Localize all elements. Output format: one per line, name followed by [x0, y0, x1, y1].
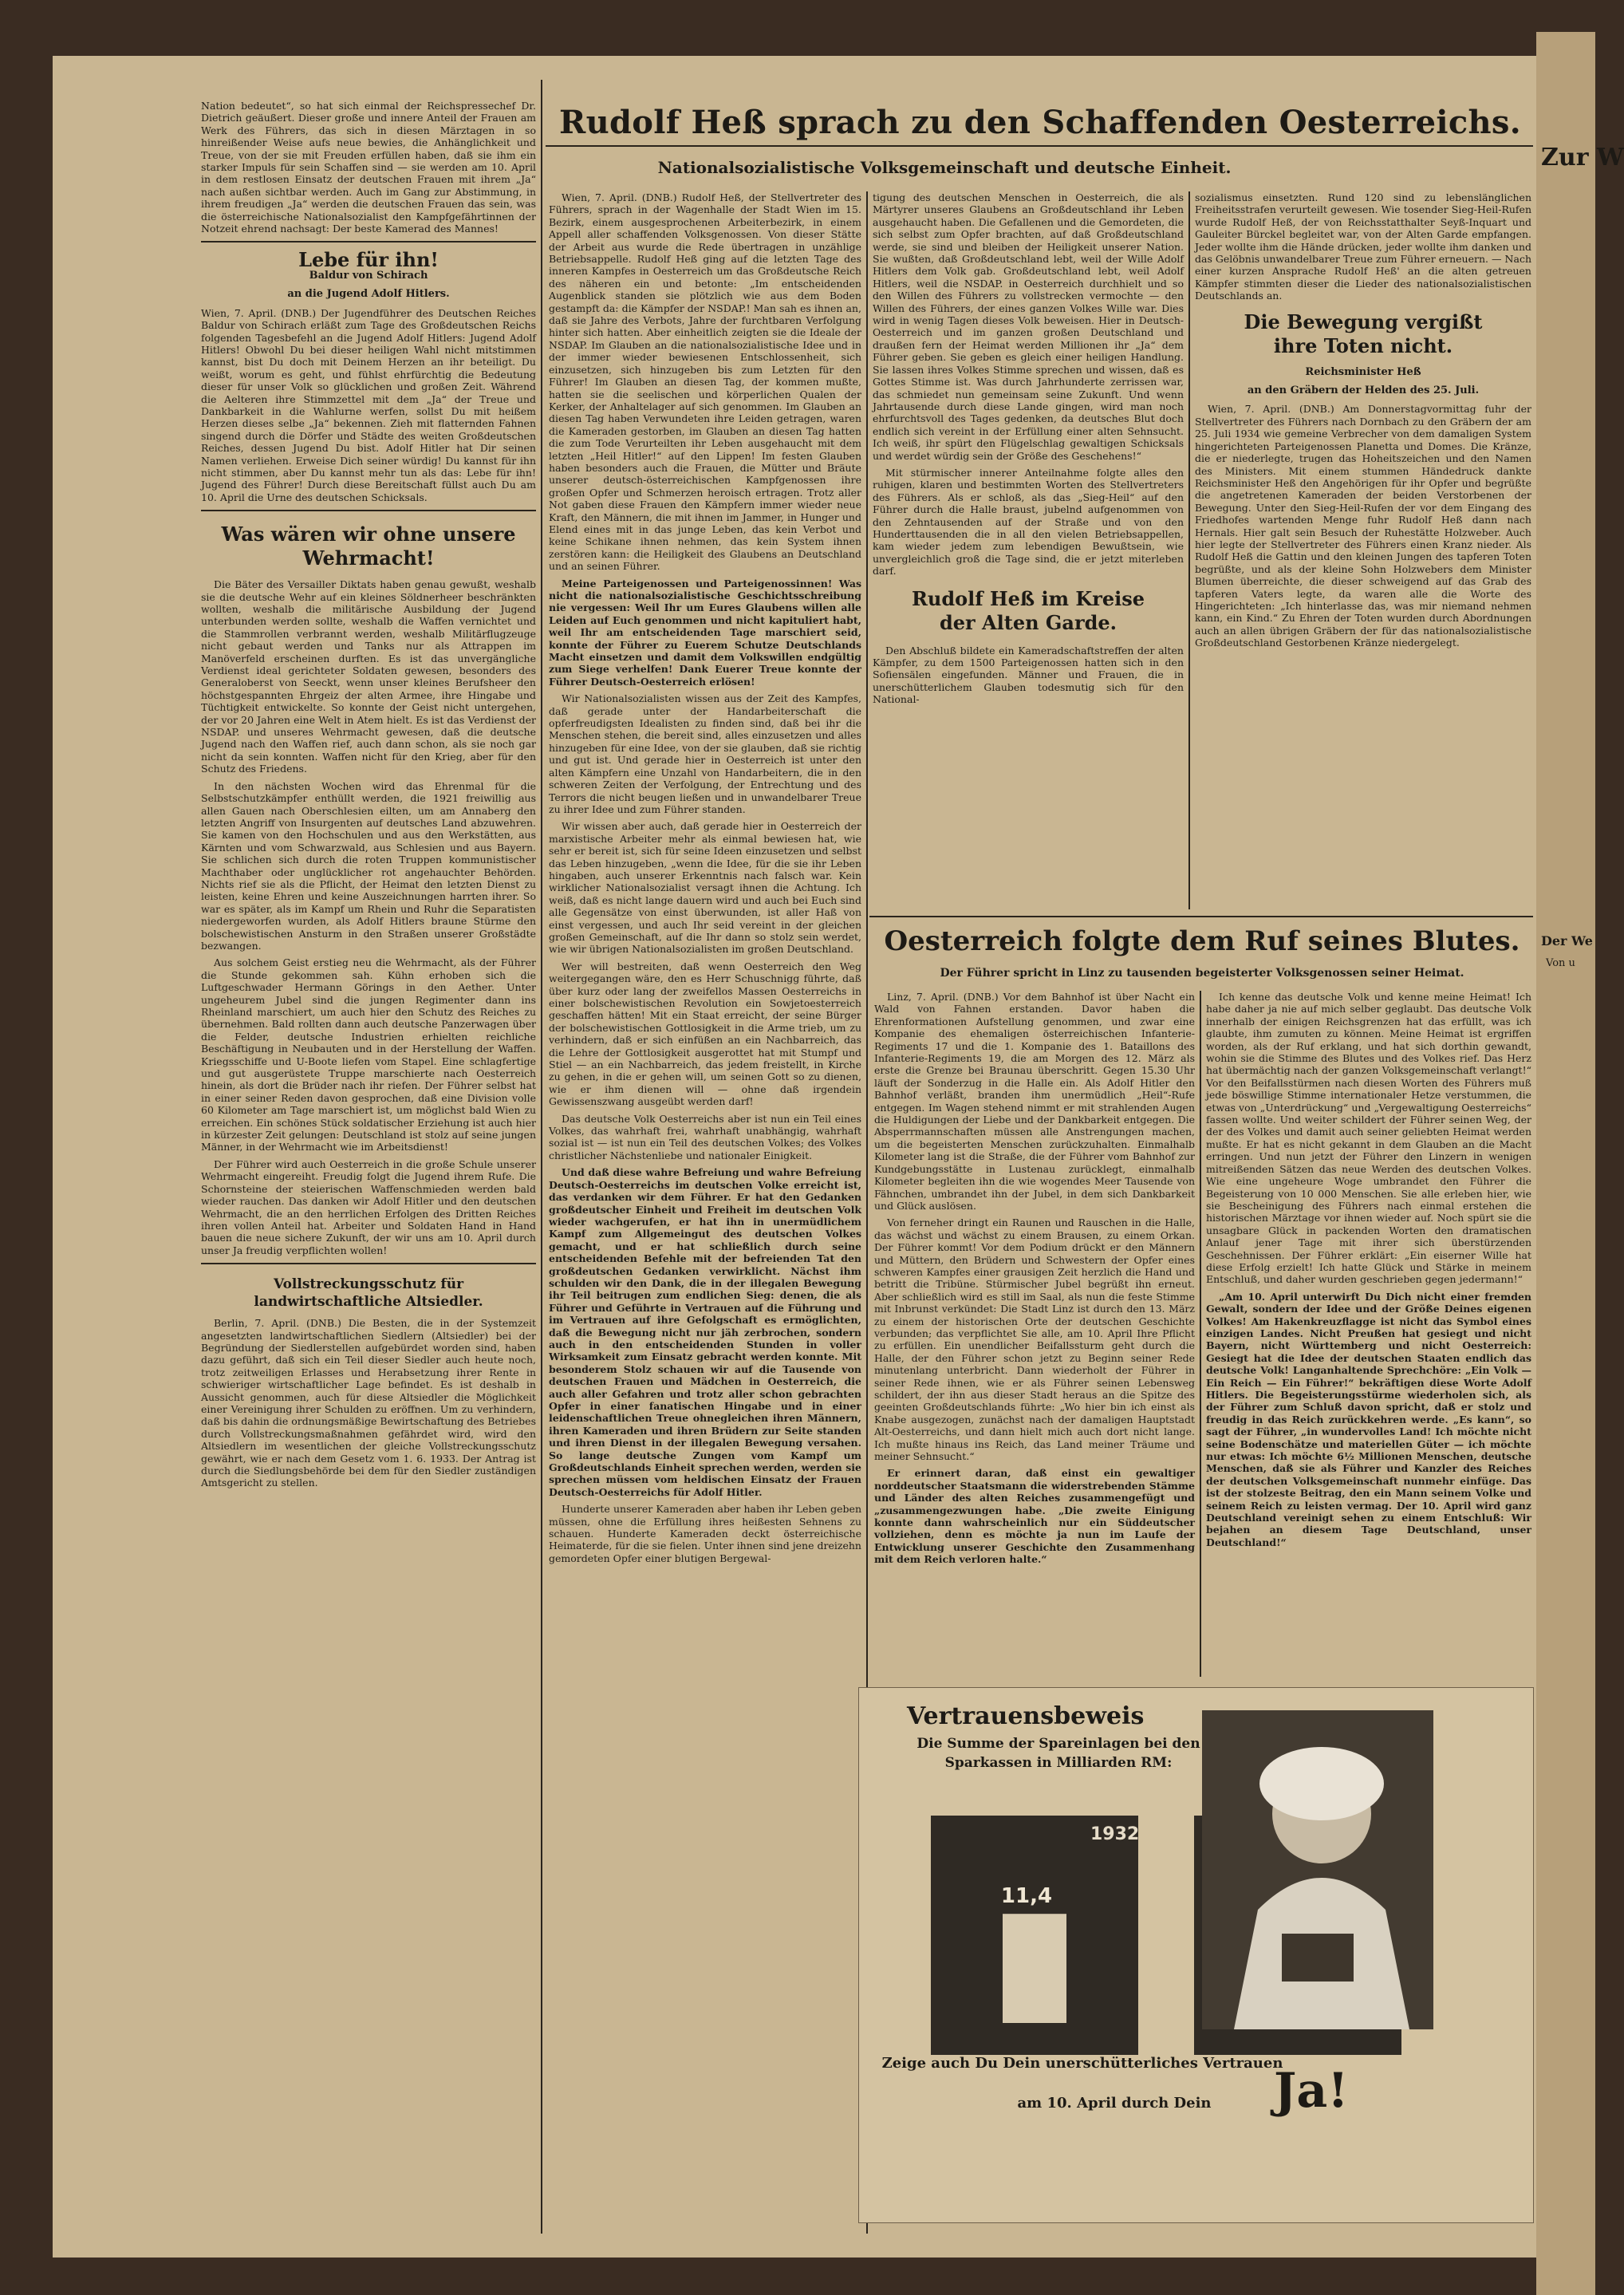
article-text: sozialismus einsetzten. Rund 120 sind zu lebenslänglichen Freiheitsstrafen verurteilt gewesen. Wie tosender Sieg-Heil-Rufen wurde Rudolf Heß, der von Reichsstatthalter Seyß-Inquart und Gauleiter Bürckel begleitet war, von der Alten Garde empfangen. Jeder wollte ihm die Hände drücken, jeder wollte ihm danken und das Gelöbnis unwandelbarer Treue zum Führer erneuern. — Nach einer kurzen Ansprache Rudolf Heß' an die alten getreuen Kämpfer stimmten dieser die Lieder des nationalsozialistischen Deutschlands an.: [1195, 191, 1531, 302]
article-title: Vollstreckungsschutz für landwirtschaftliche Altsiedler.: [254, 1276, 483, 1311]
main-column-1: [549, 191, 861, 2234]
article-subtitle: an den Gräbern der Helden des 25. Juli.: [1247, 384, 1480, 397]
linz-headline: Oesterreich folgte dem Ruf seines Blutes.: [884, 925, 1520, 957]
article-text: Wer will bestreiten, daß wenn Oesterreich den Weg weitergegangen wäre, den es Herr Schuschnigg führte, daß über kurz oder lang der zweifellos Massen Oesterreichs in einer bolschewistischen Revolution ein Sowjetoesterreich geschaffen hätten! Mit ein Staat erreicht, der seine Bürger der bolschewistischen Gottlosigkeit in die Arme trieb, um zu verhindern, daß er sich einfüßen an ein Nachbarreich, das die Lehre der Gottlosigkeit ausgerottet hat mit Stumpf und Stiel — an ein Nachbarreich, das jedem freistellt, in Kirche zu gehen, in die er gehen will, um seinen Gott so zu dienen, wie er ihm dienen will — ohne daß irgendein Gewissenszwang ausgeübt werden darf!: [549, 960, 861, 1108]
main-subheadline: Nationalsozialistische Volksgemeinschaft und deutsche Einheit.: [657, 158, 1232, 177]
newspaper-page: [53, 56, 1536, 2258]
article-text: Das deutsche Volk Oesterreichs aber ist nun ein Teil eines Volkes, das wahrhaft frei, wahrhaft unabhängig, wahrhaft sozial ist — ist nun ein Teil des deutschen Volkes; des Volkes christlicher Nächstenliebe und nationaler Einigkeit.: [549, 1112, 861, 1161]
article-text: Die Bäter des Versailler Diktats haben genau gewußt, weshalb sie die deutsche Wehr auf ein kleines Söldnerheer beschränkten wollten, weshalb die militärische Ausbildung der Jugend unterbunden werden sollte, weshalb die Waffen vernichtet und die Stammrollen verbrannt werden, weshalb Militärflugzeuge nicht gebaut werden und Tanks nur als Attrappen im Manöverfeld erscheinen durften. Es ist das unvergängliche Verdienst ideal gerichteter Soldaten gewesen, besonders des Generaloberst von Seeckt, wenn unser kleines Berufsheer den höchstgespannten Ehrgeiz der alten Armee, ihre Hingabe und Tüchtigkeit entwickelte. So konnte der Geist nicht untergehen, der vor 20 Jahren eine Welt in Atem hielt. Es ist das Verdienst der NSDAP. und unseres Wehrmacht gewesen, daß die deutsche Jugend nach den Waffen rief, auch dann schon, als sie noch gar nicht da sein konnten. Waffen nicht für den Krieg, aber für den Schutz des Friedens.: [201, 578, 536, 775]
article-text: Von ferneher dringt ein Raunen und Rauschen in die Halle, das wächst und wächst zu einem Brausen, zu einem Orkan. Der Führer kommt! Vor dem Podium drückt er den Männern und Müttern, den Brüdern und Schwestern der Opfer eines schweren Kampfes einer grausigen Zeit herzlich die Hand und betritt die Tribüne. Stürmischer Jubel begrüßt ihn erneut. Aber schließlich wird es still im Saal, als nun die feste Stimme mit Inbrunst verkündet: Die Stadt Linz ist durch den 13. März zu einem der historischen Orte der deutschen Geschichte verbunden; das verpflichtet Sie alle, am 10. April Ihre Pflicht zu erfüllen. Ein unendlicher Beifallssturm geht durch die Halle, der den Führer schon jetzt zu Beginn seiner Rede minutenlang unterbricht. Dann wiederholt der Führer in seiner Rede ihnen, wie er als Führer seinen Lebensweg schildert, der ihn aus dieser Stadt heraus an die Spitze des geeinten Großdeutschlands führte: „Wo hier bin ich einst als Knabe ausgezogen, zunächst nach der damaligen Hauptstadt Alt-Oesterreichs, und dann hielt mich auch dort nicht lange. Ich mußte hinaus ins Reich, das Land meiner Träume und meiner Sehnsucht.“: [874, 1217, 1195, 1463]
article-text: Wien, 7. April. (DNB.) Rudolf Heß, der Stellvertreter des Führers, sprach in der Wagenhalle der Stadt Wien im 15. Bezirk, einem ausgesprochenen Arbeiterbezirk, in einem Appell aller schaffenden Volksgenossen. Von dieser Stätte der Arbeit aus wurde die Rede übertragen in unzählige Betriebsappelle. Rudolf Heß ging auf die letzten Tage des inneren Kampfes in Oesterreich um das Großdeutsche Reich des näheren ein und betonte: „Im entscheidenden Augenblick standen sie plötzlich wie aus dem Boden gestampft da: die Kämpfer der NSDAP.! Man sah es ihnen an, daß sie Jahre des Verbots, Jahre der furchtbaren Verfolgung hinter sich hatten. Aber einheitlich zeigten sie die Ideale der NSDAP. Im Glauben an die nationalsozialistische Idee und in der immer wieder bewiesenen Entschlossenheit, sich einzusetzen, sich hinzugeben bis zum Letzten für den Führer! Im Glauben an diesen Tag, der kommen mußte, hatten sie die seelischen und körperlichen Qualen der Kerker, der Anhaltelager auf sich genommen. Im Glauben an diesen Tag haben Verwundeten ihre Leiden getragen, waren die Kameraden gestorben, im Glauben an diesen Tag hatten die zum Tode Verurteilten ihr Leben ausgehaucht mit dem letzten „Heil Hitler!“ auf den Lippen! Im festen Glauben haben besonders auch die Frauen, die Mütter und Bräute unserer deutsch-österreichischen Kampfgenossen ihre großen Opfer und Schmerzen heroisch ertragen. Trotz aller Not gaben diese Frauen den Kämpfern immer wieder neue Kraft, den Männern, die mit ihnen im Jammer, in Hunger und Elend eines mit in das junge Leben, das kein Verbot und keine Schikane ihnen nehmen, das kein System ihnen zerstören kann: die Heiligkeit des Glaubens an Deutschland und an seinen Führer.: [549, 191, 861, 573]
adjacent-section: Der We: [1541, 933, 1593, 948]
article-text: Aus solchem Geist erstieg neu die Wehrmacht, als der Führer die Stunde gekommen sah. Kühn erhoben sich die Luftgeschwader Hermann Görings in den Aether. Unter ungeheurem Jubel sind die jungen Regimenter dann ins Rheinland marschiert, um auch hier den Schutz des Reiches zu übernehmen. Bald rollten dann auch deutsche Panzerwagen über die Felder, deutsche Industrien erhielten reichliche Beschäftigung in Neubauten und in der Herstellung der Waffen. Kriegsschiffe und U-Boote liefen vom Stapel. Eine schlagfertige und gut ausgerüstete Truppe marschierte nach Oesterreich hinein, als dort die Brüder nach ihr riefen. Der Führer selbst hat in einer seiner Reden davon gesprochen, daß eine Division volle 60 Kilometer am Tage marschiert ist, um möglichst bald Wien zu erreichen. Ein schönes Stück soldatischer Erziehung ist auch hier in kürzester Zeit gelungen: Deutschland ist stolz auf seine jungen Männer, in der Wehrmacht wie im Arbeitsdienst!: [201, 956, 536, 1153]
right-upper-column: [1195, 191, 1531, 909]
article-title: Die Bewegung vergißt ihre Toten nicht.: [1244, 310, 1483, 357]
article-text-bold: Und daß diese wahre Befreiung und wahre Befreiung Deutsch-Oesterreichs im deutschen Volke erreicht ist, das verdanken wir dem Führer. Er hat den Gedanken großdeutscher Einheit und Freiheit im deutschen Volk wieder wachgerufen, er hat ihn in unermüdlichem Kampf zum Allgemeingut des deutschen Volkes gemacht, und er hat schließlich durch seine entscheidenden Befehle mit der befreienden Tat den großdeutschen Gedanken verwirklicht. Nächst ihm schulden wir den Dank, die in der illegalen Bewegung ihr Teil beitrugen zum endlichen Sieg: denen, die als Führer und Geführte in Vertrauen auf die Führung und im Vertrauen auf ihre Gefolgschaft es ermöglichten, daß die Bewegung nicht nur jäh zerbrochen, sondern auch in den entscheidenden Stunden in voller Wirksamkeit zum Einsatz gebracht werden konnte. Mit besonderem Stolz schauen wir auf die Tausende von deutschen Frauen und Mädchen in Oesterreich, die auch aller Gefahren und trotz aller schon gebrachten Opfer in einer fanatischen Hingabe und in einer leidenschaftlichen Treue ohnegleichen ihren Männern, ihren Kameraden und ihren Brüdern zur Seite standen und ihren Dienst in der illegalen Bewegung versahen. So lange deutsche Zungen vom Kampf um Großdeutschlands Einheit sprechen werden, werden sie sprechen müssen vom heldischen Einsatz der Frauen Deutsch-Oesterreichs für Adolf Hitler.: [549, 1166, 861, 1498]
article-text: Berlin, 7. April. (DNB.) Die Besten, die in der Systemzeit angesetzten landwirtschaftlichen Siedlern (Altsiedler) bei der Begründung der Siedlerstellen aufgebürdet worden sind, haben dazu geführt, daß sich ein Teil dieser Siedler auch heute noch, trotz zeitweiligen Erlasses und Herabsetzung ihrer Rente in schwieriger wirtschaftlicher Lage befindet. Es ist deshalb in Aussicht genommen, auch für diese Altsiedler die Möglichkeit einer Vereinigung ihrer Schulden zu eröffnen. Um zu verhindern, daß bis dahin die ordnungsmäßige Bewirtschaftung des Betriebes durch Vollstreckungsmaßnahmen gefährdet wird, wird den Altsiedlern im wesentlichen der gleiche Vollstreckungsschutz gewährt, wie er nach dem Gesetz vom 1. 6. 1933. Der Antrag ist durch die Siedlungsbehörde bei dem für den Siedler zuständigen Amtsgericht zu stellen.: [201, 1317, 536, 1489]
headline-rule: [546, 145, 1533, 147]
adjacent-text: Von u: [1546, 957, 1575, 969]
article-text: Ich kenne das deutsche Volk und kenne meine Heimat! Ich habe daher ja nie auf mich selber geglaubt. Das deutsche Volk innerhalb der einigen Reichsgrenzen hat das erfüllt, was ich glaubte, ihm zumuten zu können. Meine Heimat ist ergriffen worden, als der Ruf erklang, und hat sich dorthin gewandt, wohin sie die Stimme des Blutes und des Volkes rief. Das Herz hat übermächtig nach der ganzen Volksgemeinschaft verlangt!“ Vor den Beifallsstürmen nach diesen Worten des Führers muß jede böswillige Stimme internationaler Hetze verstummen, die etwas von „Unterdrückung“ und „Vergewaltigung Oesterreichs“ fassen wollte. Und weiter schildert der Führer seinen Weg, der der des Volkes und damit auch seiner geliebten Heimat werden mußte. Er hat es nicht gekannt in dem Glauben an die Macht erringen. Und nun jetzt der Führer den Linzern in wenigen mitreißenden Sätzen das neue Werden des deutschen Volkes. Wie eine ungeheure Woge umbrandet den Führer die Begeisterung von 10 000 Menschen. Sie alle erleben hier, wie sie Bescheinigung des Führers nach einmal erstehen die historischen Märztage vor ihnen wieder auf. Noch spürt sie die unsagbare Glück in packenden Worten den dramatischen Anlauf jener Tage mit ihrer sich überstürzenden Geschehnissen. Der Führer erklärt: „Ein eiserner Wille hat diese Erfolg erzielt! Ich hatte Glück und Stärke in meinem Entschluß, und daher wurden geschrieben gegen jedermann!“: [1206, 991, 1531, 1286]
ad-caption: Die Summe der Spareinlagen bei den: [916, 1736, 1200, 1752]
article-text: Der Führer wird auch Oesterreich in die große Schule unserer Wehrmacht eingereiht. Freudig folgt die Jugend ihrem Rufe. Die Schornsteine der steierischen Waffenschmieden werden bald wieder rauchen. Das danken wir Adolf Hitler und den deutschen Wehrmacht, die an den herrlichen Erfolgen des Dritten Reiches ihren vollen Anteil hat. Arbeiter und Soldaten Hand in Hand bauen die neue sichere Zukunft, der wir uns am 10. April durch unser Ja freudig verpflichten wollen!: [201, 1157, 536, 1256]
article-subtitle: Reichsminister Heß: [1305, 365, 1421, 378]
article-text: In den nächsten Wochen wird das Ehrenmal für die Selbstschutzkämpfer enthüllt werden, die 1921 freiwillig aus allen Gauen nach Oberschlesien eilten, um am Annaberg den letzten Angriff von Insurgenten auf deutsches Land abzuwehren. Sie kamen von den Hochschulen und aus den Werkstätten, aus Kärnten und vom Schwarzwald, aus Schlesien und aus Bayern. Sie schlichen sich durch die roten Truppen kommunistischer Machthaber oder unglücklicher rot angehauchter Behörden. Nichts rief sie als die Pflicht, der Heimat den letzten Dienst zu leisten, keine Ehren und keine Auszeichnungen harrten ihrer. So war es später, als im Kampf um Rhein und Ruhr die Separatisten niedergeworfen wurden, als Adolf Hitlers braune Stürme den bolschewistischen Ansturm in den Straßen unserer Großstädte bezwangen.: [201, 779, 536, 952]
chart-bar: [1003, 1914, 1066, 2023]
savings-chart-ad: [858, 1687, 1534, 2223]
linz-column-2: [1206, 991, 1531, 1677]
article-text: Wien, 7. April. (DNB.) Der Jugendführer des Deutschen Reiches Baldur von Schirach erläßt zum Tage des Großdeutschen Reichs folgenden Tagesbefehl an die Jugend Adolf Hitlers: Jugend Adolf Hitlers! Obwohl Du bei dieser heiligen Wahl nicht mitstimmen kannst, bist Du doch mit Deinem Herzen an ihr beteiligt. Du weißt, worum es geht, und fühlst ehrfürchtig die Bedeutung dieser für unser Volk so glücklichen und großen Zeit. Während die Aelteren ihre Stimmzettel mit dem „Ja“ der Treue und Dankbarkeit in die Wahlurne werfen, sollst Du mit heißem Herzen dieses selbe „Ja“ bekennen. Zieh mit flatternden Fahnen singend durch die Dörfer und Städte des weiten Großdeutschen Reiches, dessen Jugend Du bist. Adolf Hitler hat Dir seinen Namen verliehen. Erweise Dich seiner würdig! Du kannst für ihn nicht stimmen, aber Du kannst mehr tun als das: Lebe für ihn! Jugend des Führer! Durch diese Bereitschaft füllst auch Du am 10. April die Urne des deutschen Schicksals.: [201, 306, 536, 503]
intro-text: Nation bedeutet“, so hat sich einmal der Reichspressechef Dr. Dietrich geäußert. Dieser große und innere Anteil der Frauen am Werk des Führers, das sich in diesen Märztagen in so hinreißender Weise aufs neue bewies, die Anhänglichkeit und Treue, von der sie mit Freuden erfüllen haben, daß sie ihm ein starker Impuls für sein Schaffen sind — sie werden am 10. April in dem restlosen Einsatz der deutschen Frauen mit ihrem „Ja“ nach außen sichtbar werden. Auch im Gang zur Abstimmung, in ihrem freudigen „Ja“ werden die deutschen Frauen das sein, was die österreichische Nationalsozialist den Kampfgefährtinnen der Notzeit ehrend nachsagt: Der beste Kamerad des Mannes!: [201, 100, 536, 235]
ad-ja: Ja!: [1274, 2063, 1349, 2119]
ad-caption: Sparkassen in Milliarden RM:: [944, 1755, 1173, 1771]
ad-title: Vertrauensbeweis: [907, 1702, 1145, 1730]
article-title: Was wären wir ohne unsere Wehrmacht!: [221, 522, 516, 570]
section-rule: [869, 916, 1533, 917]
ad-slogan: Zeige auch Du Dein unerschütterliches Vertrauen: [881, 2055, 1283, 2072]
article-text: Mit stürmischer innerer Anteilnahme folgte alles den ruhigen, klaren und bestimmten Worten des Stellvertreters des Führers. Als er schloß, als das „Sieg-Heil“ auf den Führer durch die Halle braust, jubelnd aufgenommen von den Zehntausenden auf der Straße und von den Hunderttausenden die in all den vielen Betriebsappellen, kam wieder jedem zum lebendigen Bewußtsein, wie unvergleichlich groß die Tage sind, die er jetzt miterleben darf.: [873, 466, 1184, 578]
article-text: Den Abschluß bildete ein Kameradschaftstreffen der alten Kämpfer, zu dem 1500 Parteigenossen hatten sich in den Sofiensälen eingefunden. Männer und Frauen, die in unerschütterlichem Glauben todesmutig sich für den National-: [873, 644, 1184, 706]
main-column-2: [873, 191, 1184, 909]
article-text-bold: „Am 10. April unterwirft Du Dich nicht einer fremden Gewalt, sondern der Idee und der Größe Deines eigenen Volkes! Am Hakenkreuzflagge ist nicht das Symbol eines einzigen Landes. Nicht Preußen hat gesiegt und nicht Bayern, nicht Württemberg und nicht Oesterreich: Gesiegt hat die Idee der deutschen Staaten endlich das deutsche Volk! Langanhaltende Sprechchöre: „Ein Volk — Ein Reich — Ein Führer!“ bekräftigen diese Worte Adolf Hitlers. Die Begeisterungsstürme wiederholen sich, als der Führer zum Schluß davon spricht, daß er stolz und freudig in das Reich zurückkehren werde. „Es kann“, so sagt der Führer, „in wundervolles Land! Ich möchte nicht seine Bodenschätze und materiellen Güter — ich möchte nur etwas: Ich möchte 6½ Millionen Menschen, deutsche Menschen, daß sie als Führer und Kanzler des Reiches der deutschen Volksgemeinschaft nunmehr einfüge. Das ist der stolzeste Beitrag, den ein Mann seinem Volke und seinem Reich zu leisten vermag. Der 10. April wird ganz Deutschland vereinigt sehen zu einem Entschluß: Wir bejahen an diesem Tage Deutschland, unser Deutschland!“: [1206, 1290, 1531, 1548]
article-text: Wir wissen aber auch, daß gerade hier in Oesterreich der marxistische Arbeiter mehr als einmal bewiesen hat, wie sehr er bereit ist, sich für seine Ideen einzusetzen und selbst das Leben hinzugeben, „wenn die Idee, für die sie ihr Leben hingaben, auch unserer Erkenntnis nach falsch war. Kein wirklicher Nationalsozialist versagt ihnen die Achtung. Ich weiß, daß es nicht lange dauern wird und auch bei Euch sind alle Gegensätze von einst überwunden, ist aller Haß von einst vergessen, und auch Ihr seid vereint in der gleichen großen Gemeinschaft, auf die Ihr dann so stolz sein werdet, wie wir übrigen Nationalsozialisten im großen Deutschland.: [549, 820, 861, 956]
column-rule: [1188, 191, 1190, 909]
ad-slogan: am 10. April durch Dein: [1017, 2095, 1212, 2112]
child-photo: [1202, 1710, 1433, 2029]
main-headline: Rudolf Heß sprach zu den Schaffenden Oesterreichs.: [559, 104, 1521, 141]
chart-value-label: 11,4: [1000, 1884, 1053, 1909]
article-subtitle: Baldur von Schirach: [309, 269, 428, 282]
linz-subheadline: Der Führer spricht in Linz zu tausenden begeisterter Volksgenossen seiner Heimat.: [940, 967, 1464, 980]
article-title: Lebe für ihn!: [298, 248, 439, 272]
column-rule: [1200, 991, 1201, 1677]
article-subtitle: an die Jugend Adolf Hitlers.: [287, 288, 450, 301]
article-text-bold: Er erinnert daran, daß einst ein gewaltiger norddeutscher Staatsmann die widerstrebenden Stämme und Länder des alten Reiches zusammengefügt und „zusammengezwungen habe. „Die zweite Einigung konnte dann wahrscheinlich nur ein Süddeutscher vollziehen, denn es möchte ja nun im Laufe der Entwicklung unserer Geschichte den Zusammenhang mit dem Reich verloren halte.“: [874, 1467, 1195, 1566]
chart-category-label: 1932: [1090, 1824, 1140, 1844]
article-text-bold: Meine Parteigenossen und Parteigenossinnen! Was nicht die nationalsozialistische Geschichtsschreibung nie vergessen: Weil Ihr um Eures Glaubens willen alle Leiden auf Euch genommen und nicht kapituliert habt, weil Ihr am entscheidenden Tage marschiert seid, konnte der Führer zu Euerem Schutze Deutschlands Macht einsetzen und damit dem Volkswillen endgültig zum Siege verhelfen! Dank Euerer Treue konnte der Führer Deutsch-Oesterreich erlösen!: [549, 577, 861, 688]
article-text: Wien, 7. April. (DNB.) Am Donnerstagvormittag fuhr der Stellvertreter des Führers nach Dornbach zu den Gräbern der am 25. Juli 1934 wie gemeine Verbrecher von dem damaligen System hingerichteten Parteigenossen Planetta und Domes. Die Kränze, die er niederlegte, trugen das Hoheitszeichen und den Namen des Ministers. Mit einem stummen Händedruck dankte Reichsminister Heß den Angehörigen für ihr Opfer und begrüßte die angetretenen Kameraden der beiden Verstorbenen der Bewegung. Unter den Sieg-Heil-Rufen der vor dem Eingang des Friedhofes wartenden Menge fuhr Rudolf Heß dann nach Hernals. Hier galt sein Besuch der Ruhestätte Holzweber. Auch hier legte der Stellvertreter des Führers einen Kranz nieder. Als Rudolf Heß die Gattin und den kleinen Jungen des tapferen Toten begrüßte, und als der kleine Sohn Holzwebers dem Minister Blumen überreichte, die dieser schweigend auf das Grab des tapferen Vaters legte, da waren alle die Worte des Hingerichteten: „Ich hinterlasse das, was mir niemand nehmen kann, ein Kind.“ Zu Ehren der Toten wurden durch Abordnungen auch an allen übrigen Gräbern der für das nationalsozialistische Großdeutschland Gestorbenen Kränze niedergelegt.: [1195, 403, 1531, 649]
article-text: Hunderte unserer Kameraden aber haben ihr Leben geben müssen, ohne die Erfüllung ihres heißesten Sehnens zu schauen. Hunderte Kameraden deckt österreichische Heimaterde, für die sie fielen. Unter ihnen sind jene dreizehn gemordeten Opfer einer blutigen Bergewal-: [549, 1503, 861, 1564]
adjacent-title: Zur W: [1541, 144, 1624, 172]
column-rule: [541, 80, 542, 2234]
child-photo-image: [1202, 1710, 1433, 2029]
article-title: Rudolf Heß im Kreise der Alten Garde.: [911, 586, 1145, 634]
article-text: tigung des deutschen Menschen in Oesterreich, die als Märtyrer unseres Glaubens an Großdeutschland ihr Leben ausgehaucht haben. Die Gefallenen und die Gemordeten, die sich selbst zum Opfer brachten, auf daß Großdeutschland werde, sie sind und bleiben der Heiligkeit unserer Nation. Sie wußten, daß Großdeutschland lebt, weil der Wille Adolf Hitlers dem Volk gab. Großdeutschland lebt, weil Adolf Hitlers, weil die NSDAP. in Oesterreich durchhielt und so den Willen des Führers zu vollstrecken vermochte — den Willen des Führers, der eines ganzen Volkes Wille war. Dies wird in wenig Tagen dieses Volk beweisen. Hier in Deutsch-Oesterreich und im ganzen großen Deutschland und draußen fern der Heimat werden Millionen ihr „Ja“ dem Führer geben. Sie geben es gleich einer heiligen Handlung. Sie lassen ihres Volkes Stimme sprechen und wissen, daß es Gottes Stimme ist. Was durch Jahrhunderte zerrissen war, das schmiedet nun gemeinsam seine Zukunft. Und wenn Jahrtausende durch diese Lande gingen, wird man noch ehrfurchtsvoll des Tages gedenken, da deutsches Blut doch endlich sich vereint in der Erfüllung einer alten Sehnsucht. Ich weiß, ihr spürt den Flügelschlag gewaltigen Schicksals und werdet würdig sein der Größe des Geschehens!“: [873, 191, 1184, 462]
linz-column-1: [874, 991, 1195, 1677]
adjacent-page-edge: [1536, 32, 1624, 2295]
article-text: Wir Nationalsozialisten wissen aus der Zeit des Kampfes, daß gerade unter der Handarbeiterschaft die opferfreudigsten Idealisten zu finden sind, daß bei ihr die Menschen stehen, die bereit sind, alles einzusetzen und alles hinzugeben für eine Idee, von der sie glauben, daß sie richtig und gut ist. Und gerade hier in Oesterreich ist unter den alten Kämpfern eine Unzahl von Handarbeitern, die in den schweren Zeiten der Verfolgung, der Entrechtung und des Terrors die nicht beugen ließen und in unwandelbarer Treue zu ihrer Idee und zum Führer standen.: [549, 692, 861, 815]
left-column: [201, 100, 536, 2246]
article-text: Linz, 7. April. (DNB.) Vor dem Bahnhof ist über Nacht ein Wald von Fahnen erstanden. Davor haben die Ehrenformationen Aufstellung genommen, und zwar eine Kompanie des ehemaligen österreichischen Infanterie-Regiments 17 und die 1. Kompanie des 1. Bataillons des Infanterie-Regiments 19, die am Morgen des 12. März als erste die Grenze bei Braunau überschritt. Gegen 15.30 Uhr läuft der Sonderzug in die Halle ein. Als Adolf Hitler den Bahnhof verläßt, branden ihm unermüdlich „Heil“-Rufe entgegen. Im Wagen stehend nimmt er mit strahlenden Augen die Huldigungen der Liebe und der Dankbarkeit entgegen. Die Absperrmannschaften müssen alle Anstrengungen machen, um die begeisterten Menschen zurückzuhalten. Einmalhalb Kilometer lang ist die Straße, die der Führer vom Bahnhof zur Kundgebungsstätte in Lustenau zurücklegt, einmalhalb Kilometer begleiten ihn die wie wogendes Meer Tausende von Fähnchen, umbrandet ihn der Jubel, in dem sich Dankbarkeit und Glück auslösen.: [874, 991, 1195, 1212]
